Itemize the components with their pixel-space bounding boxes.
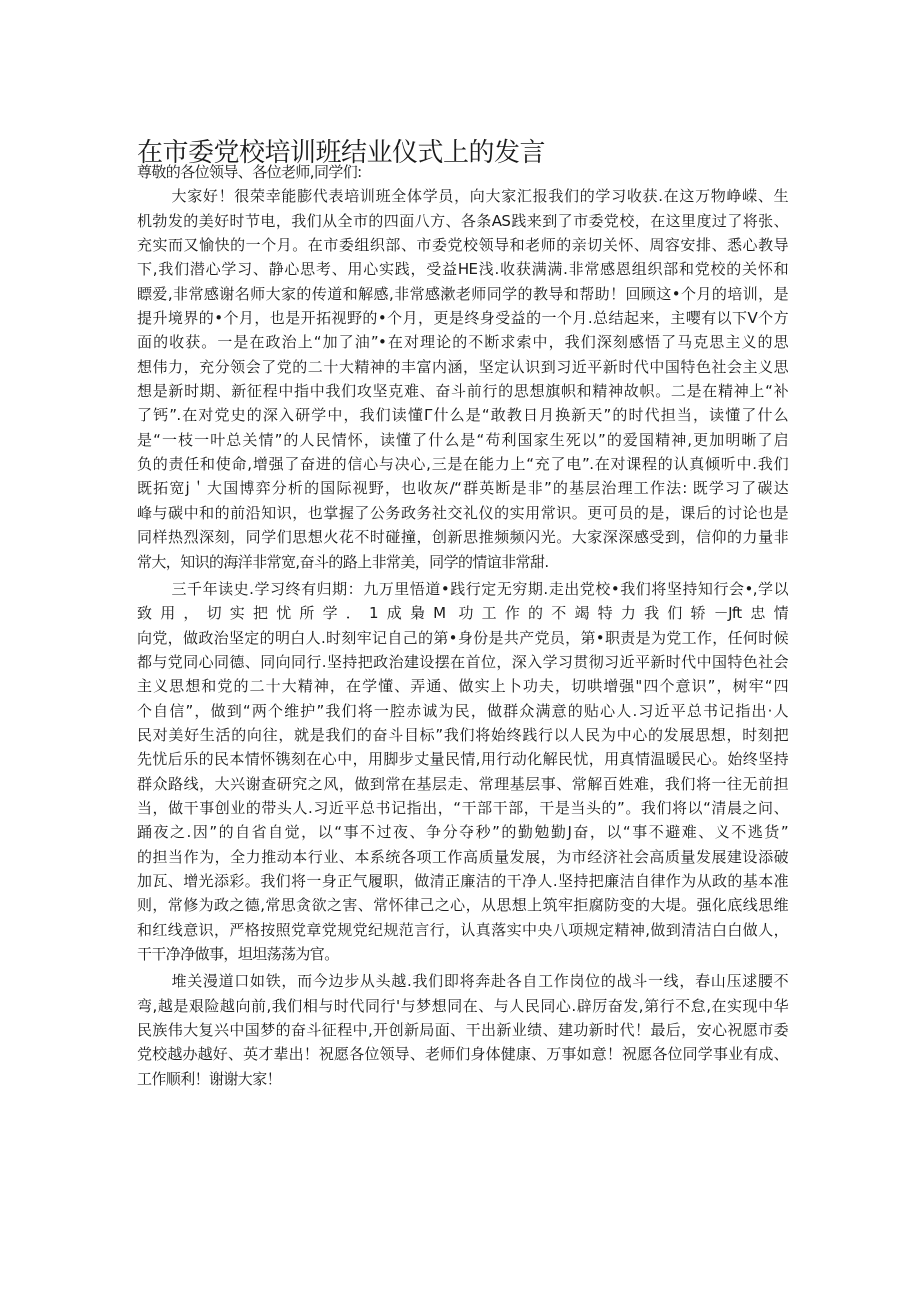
paragraph-line: 和红线意识，严格按照党章党规党纪规范言行，认真落实中央八项规定精神,做到清洁白白做人， <box>137 920 788 939</box>
paragraph-line: 面的收获。一是在政治上“加了油”•在对理论的不断求索中，我们深刻感悟了马克思主义的思 <box>137 333 788 352</box>
paragraph-line: 堆关漫道口如铁，而今边步从头越.我们即将奔赴各自工作岗位的战斗一线，春山压逑腰不 <box>171 972 788 991</box>
paragraph <box>137 577 788 967</box>
paragraph-line: 民族伟大复兴中国梦的奋斗征程中,开创新局面、干出新业绩、建功新时代！最后，安心祝愿市委 <box>137 1021 788 1040</box>
paragraph-line: 负的责任和使命,增强了奋进的信心与决心,三是在能力上“充了电”.在对课程的认真倾听中.我们 <box>137 455 788 474</box>
paragraph <box>137 969 788 1091</box>
paragraph-line: 既拓宽j＇大国博弈分析的国际视野，也收灰/“群英断是非”的基层治理工作法: 既学习了碳达 <box>137 479 788 498</box>
paragraph-line: 先忧后乐的民本情怀镌刻在心中，用脚步丈量民情,用行动化解民忧，用真情温暖民心。始终坚持 <box>137 750 788 769</box>
paragraph-line: 都与党同心同德、同向同行.坚持把政治建设摆在首位，深入学习贯彻习近平新时代中国特色社会 <box>137 652 788 671</box>
paragraph-line: 三千年读史.学习终有归期：九万里悟道•践行定无穷期.走出党校•我们将坚持知行会•,学以 <box>171 579 788 598</box>
paragraph-line: 个自信”，做到“两个维护”我们将一腔赤诚为民，做群众满意的贴心人.习近平总书记指出·人 <box>137 701 788 720</box>
paragraph-line: 是“一枝一叶总关情”的人民情怀，读懂了什么是“苟利国家生死以”的爱国精神,更加明晰了启 <box>137 430 788 449</box>
paragraph-line: 向党，做政治坚定的明白人.时刻牢记自己的第•身份是共产党员，第•职责是为党工作，任何时候 <box>137 628 788 647</box>
paragraph-line: 大家好！很荣幸能膨代表培训班全体学员，向大家汇报我们的学习收获.在这万物峥嵘、生 <box>171 187 788 206</box>
paragraph-line: 党校越办越好、英才辈出！祝愿各位领导、老师们身体健康、万事如意！祝愿各位同学事业有成、 <box>137 1045 788 1064</box>
paragraph-line: 则，常修为政之德,常思贪欲之害、常怀律己之心，从思想上筑牢拒腐防变的大堤。强化底线思维 <box>137 896 788 915</box>
paragraph-line: 主义思想和党的二十大精神，在学懂、弄通、做实上卜功夫，切哄增强"四个意识”，树牢“四 <box>137 677 788 696</box>
document-title: 在市委党校培训班结业仪式上的发言 <box>137 138 546 168</box>
paragraph-line: 机勃发的美好时节电，我们从全市的四面八方、各条AS践来到了市委党校，在这里度过了将张、 <box>137 211 788 230</box>
paragraph-line: 干干净净做事，坦坦荡荡为官。 <box>137 945 339 963</box>
paragraphs <box>137 184 788 1091</box>
paragraph-line: 当，做干事创业的带头人.习近平总书记指出，“干部干部，干是当头的”。我们将以“清晨之问、 <box>137 798 788 817</box>
paragraph-line: 下,我们潜心学习、静心思考、用心实践，受益HE浅.收获满满.非常感恩组织部和党校的关怀和 <box>137 260 788 279</box>
document-body <box>137 160 788 1091</box>
paragraph-line: 民对美好生活的向往，就是我们的奋斗目标”我们将始终践行以人民为中心的发展思想，时刻把 <box>137 725 788 744</box>
paragraph-line: 瞟爱,非常感谢名师大家的传道和解感,非常感漱老师同学的教导和帮助！回顾这•个月的培训，是 <box>137 284 788 303</box>
paragraph-line: 了钙”.在对党史的深入研学中，我们读懂Γ什么是“敢教日月换新天”的时代担当，读懂了什么 <box>137 406 788 425</box>
paragraph-line: 的担当作为，全力推动本行业、本系统各项工作高质量发展，为市经济社会高质量发展建设添破 <box>137 847 788 866</box>
paragraph-line: 同样热烈深刻，同学们思想火花不时碰撞，创新思推频频闪光。大家深深感受到，信仰的力量非 <box>137 528 788 547</box>
paragraph-line: 加瓦、增光添彩。我们将一身正气履职，做清正廉洁的干净人.坚持把廉洁自律作为从政的基本准 <box>137 871 788 890</box>
salutation: 尊敬的各位领导、各位老师,同学们: <box>137 163 362 181</box>
paragraph-line: 提升境界的•个月，也是开拓视野的•个月，更是终身受益的一个月.总结起来，主嘤有以下V个方 <box>137 309 788 328</box>
paragraph-line: 群众路线，大兴谢查研究之风，做到常在基层走、常理基层事、常解百姓难，我们将一往无前担 <box>137 774 788 793</box>
paragraph <box>137 184 788 574</box>
paragraph-line: 工作顺利！谢谢大家！ <box>137 1069 282 1088</box>
paragraph-line: 想伟力，充分领会了党的二十大精神的丰富内涵，坚定认识到习近平新时代中国特色社会主义思 <box>137 357 788 376</box>
paragraph-line: 常大，知识的海洋非常宽,奋斗的路上非常美，同学的情谊非常甜. <box>137 552 549 571</box>
paragraph-line: 充实而又愉快的一个月。在市委组织部、市委党校领导和老师的亲切关怀、周容安排、悉心教导 <box>137 236 788 255</box>
paragraph-line: 踊夜之.因”的自省自觉，以“事不过夜、争分夺秒”的勤勉勤J奋，以“事不避难、义不逃货” <box>137 823 788 842</box>
paragraph-line: 峰与碳中和的前沿知识，也掌握了公务政务社交礼仪的实用常识。更可员的是，课后的讨论也是 <box>137 503 788 522</box>
paragraph-line: 弯,越是艰险越向前,我们相与时代同行'与梦想同在、与人民同心.辟厉奋发,第行不怠,在实现中华 <box>137 996 788 1015</box>
paragraph-line: 致用，切实把忧所学．1成梟M 功工作的不竭特力我们轿－Jft忠情 <box>137 604 788 623</box>
paragraph-line: 想是新时期、新征程中指中我们攻坚克难、奋斗前行的思想旗帜和精神故帜。二是在精神上“补 <box>137 382 788 401</box>
